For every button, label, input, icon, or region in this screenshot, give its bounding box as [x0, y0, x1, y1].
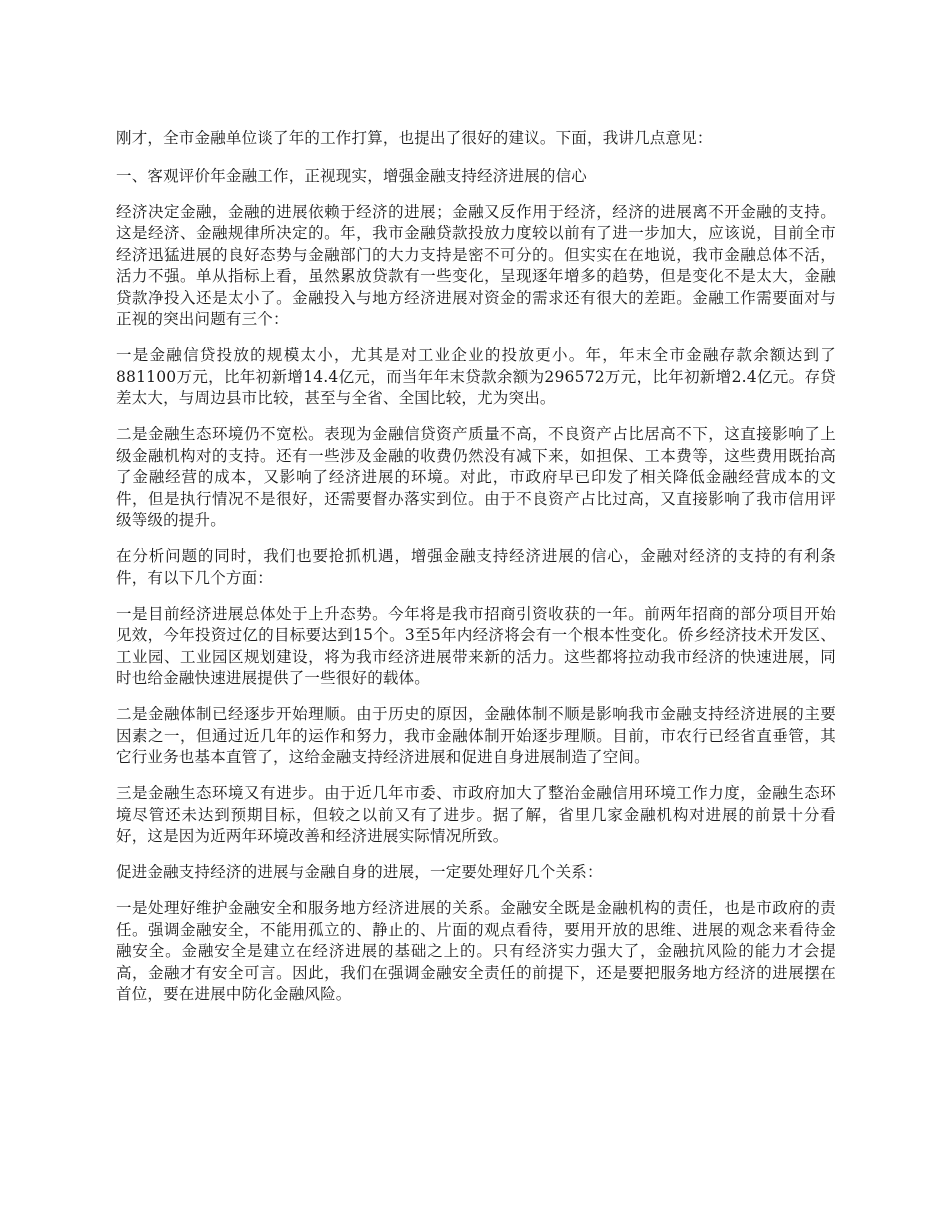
paragraph-condition-3: 三是金融生态环境又有进步。由于近几年市委、市政府加大了整治金融信用环境工作力度，金融生态环境尽管还未达到预期目标，但较之以前又有了进步。据了解，省里几家金融机构对进展的前景十分看好，这是因为近两年环境改善和经济进展实际情况所致。	[116, 784, 836, 845]
paragraph-problem-2: 二是金融生态环境仍不宽松。表现为金融信贷资产质量不高，不良资产占比居高不下，这直接影响了上级金融机构对的支持。还有一些涉及金融的收费仍然没有减下来，如担保、工本费等，这些费用既抬高了金融经营的成本，又影响了经济进展的环境。对此，市政府早已印发了相关降低金融经营成本的文件，但是执行情况不是很好，还需要督办落实到位。由于不良资产占比过高，又直接影响了我市信用评级等级的提升。	[116, 425, 836, 529]
paragraph-condition-2: 二是金融体制已经逐步开始理顺。由于历史的原因，金融体制不顺是影响我市金融支持经济进展的主要因素之一，但通过近几年的运作和努力，我市金融体制开始逐步理顺。目前，市农行已经省直垂管，其它行业务也基本直管了，这给金融支持经济进展和促进自身进展制造了空间。	[116, 705, 836, 766]
paragraph-intro: 刚才，全市金融单位谈了年的工作打算，也提出了很好的建议。下面，我讲几点意见：	[116, 129, 713, 147]
paragraph-relationships: 促进金融支持经济的进展与金融自身的进展，一定要处理好几个关系：	[116, 863, 603, 881]
paragraph-condition-1: 一是目前经济进展总体处于上升态势。今年将是我市招商引资收获的一年。前两年招商的部分项目开始见效，今年投资过亿的目标要达到15个。3至5年内经济将会有一个根本性变化。侨乡经济技术开发区、工业园、工业园区规划建设，将为我市经济进展带来新的活力。这些都将拉动我市经济的快速进展，同时也给金融快速进展提供了一些很好的载体。	[116, 604, 836, 687]
paragraph-opportunities: 在分析问题的同时，我们也要抢抓机遇，增强金融支持经济进展的信心，金融对经济的支持的有利条件，有以下几个方面：	[116, 547, 836, 587]
paragraph-relationship-1: 一是处理好维护金融安全和服务地方经济进展的关系。金融安全既是金融机构的责任，也是市政府的责任。强调金融安全，不能用孤立的、静止的、片面的观点看待，要用开放的思维、进展的观念来看待金融安全。金融安全是建立在经济进展的基础之上的。只有经济实力强大了，金融抗风险的能力才会提高，金融才有安全可言。因此，我们在强调金融安全责任的前提下，还是要把服务地方经济的进展摆在首位，要在进展中防化金融风险。	[116, 899, 836, 1003]
paragraph-economy-finance: 经济决定金融，金融的进展依赖于经济的进展；金融又反作用于经济，经济的进展离不开金融的支持。这是经济、金融规律所决定的。年，我市金融贷款投放力度较以前有了进一步加大，应该说，目前全市经济迅猛进展的良好态势与金融部门的大力支持是密不可分的。但实实在在地说，我市金融总体不活，活力不强。单从指标上看，虽然累放贷款有一些变化，呈现逐年增多的趋势，但是变化不是太大，金融贷款净投入还是太小了。金融投入与地方经济进展对资金的需求还有很大的差距。金融工作需要面对与正视的突出问题有三个：	[116, 202, 836, 328]
section-heading-1: 一、客观评价年金融工作，正视现实，增强金融支持经济进展的信心	[116, 166, 588, 185]
paragraph-problem-1: 一是金融信贷投放的规模太小，尤其是对工业企业的投放更小。年，年末全市金融存款余额达到了881100万元，比年初新增14.4亿元，而当年年末贷款余额为296572万元，比年初新增2.4亿元。存贷差太大，与周边县市比较，甚至与全省、全国比较，尤为突出。	[116, 346, 836, 407]
document-body	[116, 128, 836, 1020]
